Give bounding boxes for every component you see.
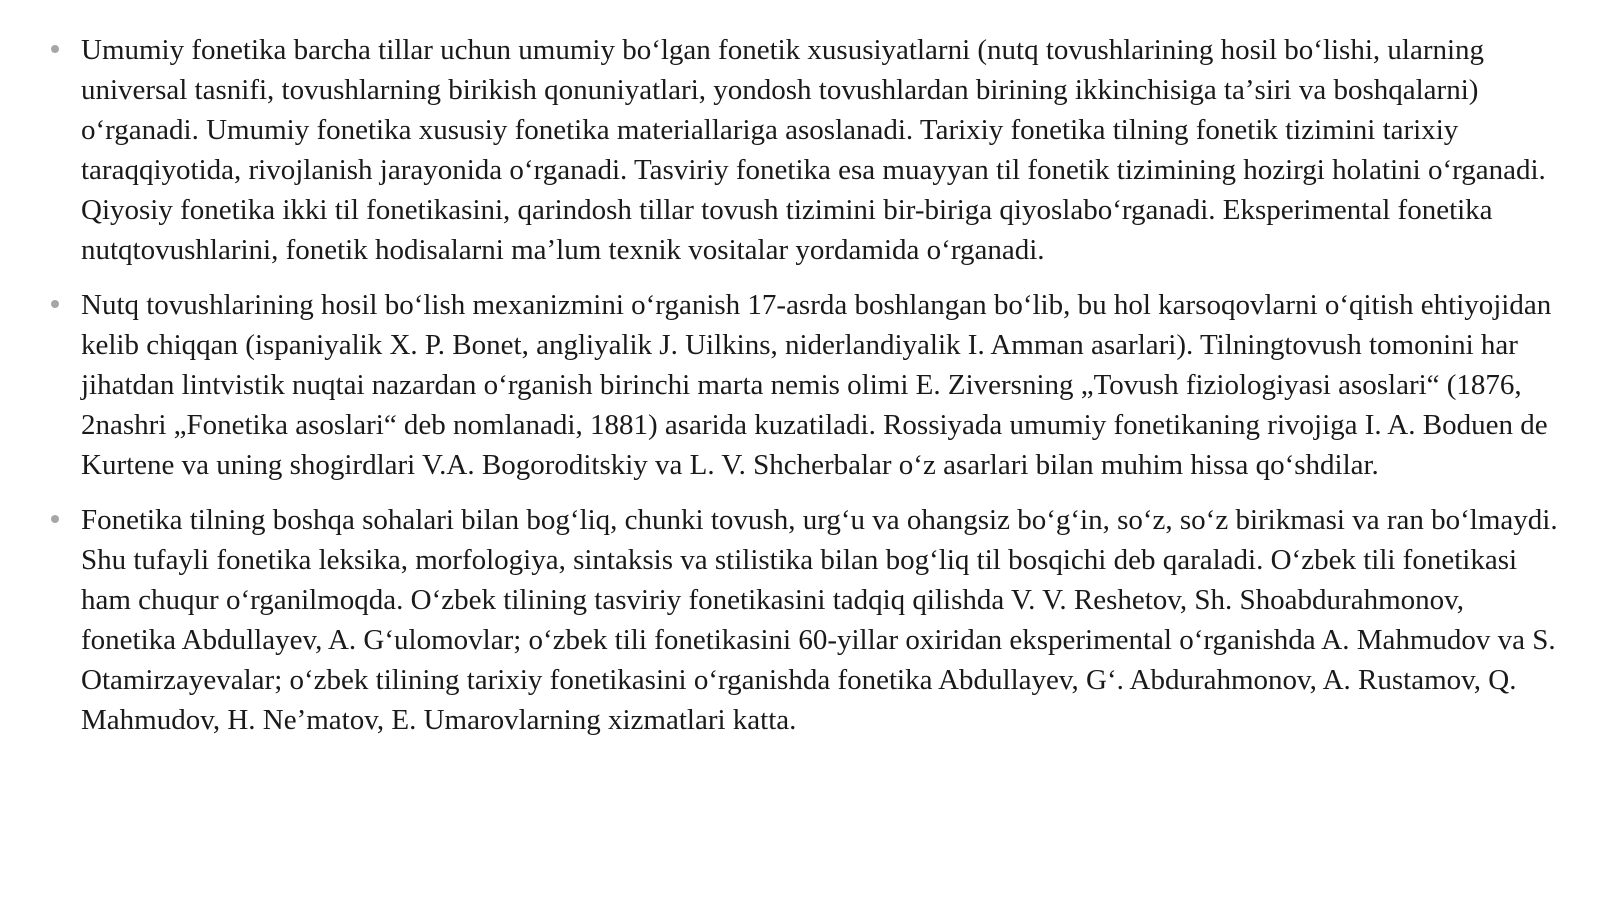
paragraph-text: Nutq tovushlarining hosil boʻlish mexanizmini oʻrganish 17-asrda boshlangan boʻlib, bu hol karsoqovlarni oʻqitish ehtiyojidan kelib chiqqan (ispaniyalik X. P. Bonet, angliyalik J. Uilkins, niderlandiyalik I. Amman asarlari). Tilningtovush tomonini har jihatdan lintvistik nuqtai nazardan oʻrganish birinchi marta nemis olimi E. Ziversning „Tovush fiziologiyasi asoslari“ (1876, 2nashri „Fonetika asoslari“ deb nomlanadi, 1881) asarida kuzatiladi. Rossiyada umumiy fonetikaning rivojiga I. A. Boduen de Kurtene va uning shogirdlari V.A. Bogoroditskiy va L. V. Shcherbalar oʻz asarlari bilan muhim hissa qoʻshdilar. xyxy=(81,289,1552,481)
bullet-dot-icon xyxy=(51,45,59,53)
bullet-dot-icon xyxy=(51,515,59,523)
bullet-list xyxy=(0,30,1560,740)
paragraph-text: Umumiy fonetika barcha tillar uchun umumiy boʻlgan fonetik xususiyatlarni (nutq tovushlarining hosil boʻlishi, ularning universal tasnifi, tovushlarning birikish qonuniyatlari, yondosh tovushlardan birining ikkinchisiga taʼsiri va boshqalarni) oʻrganadi. Umumiy fonetika xususiy fonetika materiallariga asoslanadi. Tarixiy fonetika tilning fonetik tizimini tarixiy taraqqiyotida, rivojlanish jarayonida oʻrganadi. Tasviriy fonetika esa muayyan til fonetik tizimining hozirgi holatini oʻrganadi. Qiyosiy fonetika ikki til fonetikasini, qarindosh tillar tovush tizimini bir-biriga qiyoslaboʻrganadi. Eksperimental fonetika nutqtovushlarini, fonetik hodisalarni maʼlum texnik vositalar yordamida oʻrganadi. xyxy=(81,34,1546,266)
bullet-item-2 xyxy=(0,285,1560,485)
paragraph-text: Fonetika tilning boshqa sohalari bilan bogʻliq, chunki tovush, urgʻu va ohangsiz boʻgʻin, soʻz, soʻz birikmasi va ran boʻlmaydi. Shu tufayli fonetika leksika, morfologiya, sintaksis va stilistika bilan bogʻliq til bosqichi deb qaraladi. Oʻzbek tili fonetikasi ham chuqur oʻrganilmoqda. Oʻzbek tilining tasviriy fonetikasini tadqiq qilishda V. V. Reshetov, Sh. Shoabdurahmonov, fonetika Abdullayev, A. Gʻulomovlar; oʻzbek tili fonetikasini 60-yillar oxiridan eksperimental oʻrganishda A. Mahmudov va S. Otamirzayevalar; oʻzbek tilining tarixiy fonetikasini oʻrganishda fonetika Abdullayev, Gʻ. Abdurahmonov, A. Rustamov, Q. Mahmudov, H. Neʼmatov, E. Umarovlarning xizmatlari katta. xyxy=(81,504,1558,736)
bullet-item-3 xyxy=(0,500,1560,740)
bullet-dot-icon xyxy=(51,300,59,308)
bullet-item-1 xyxy=(0,30,1560,270)
